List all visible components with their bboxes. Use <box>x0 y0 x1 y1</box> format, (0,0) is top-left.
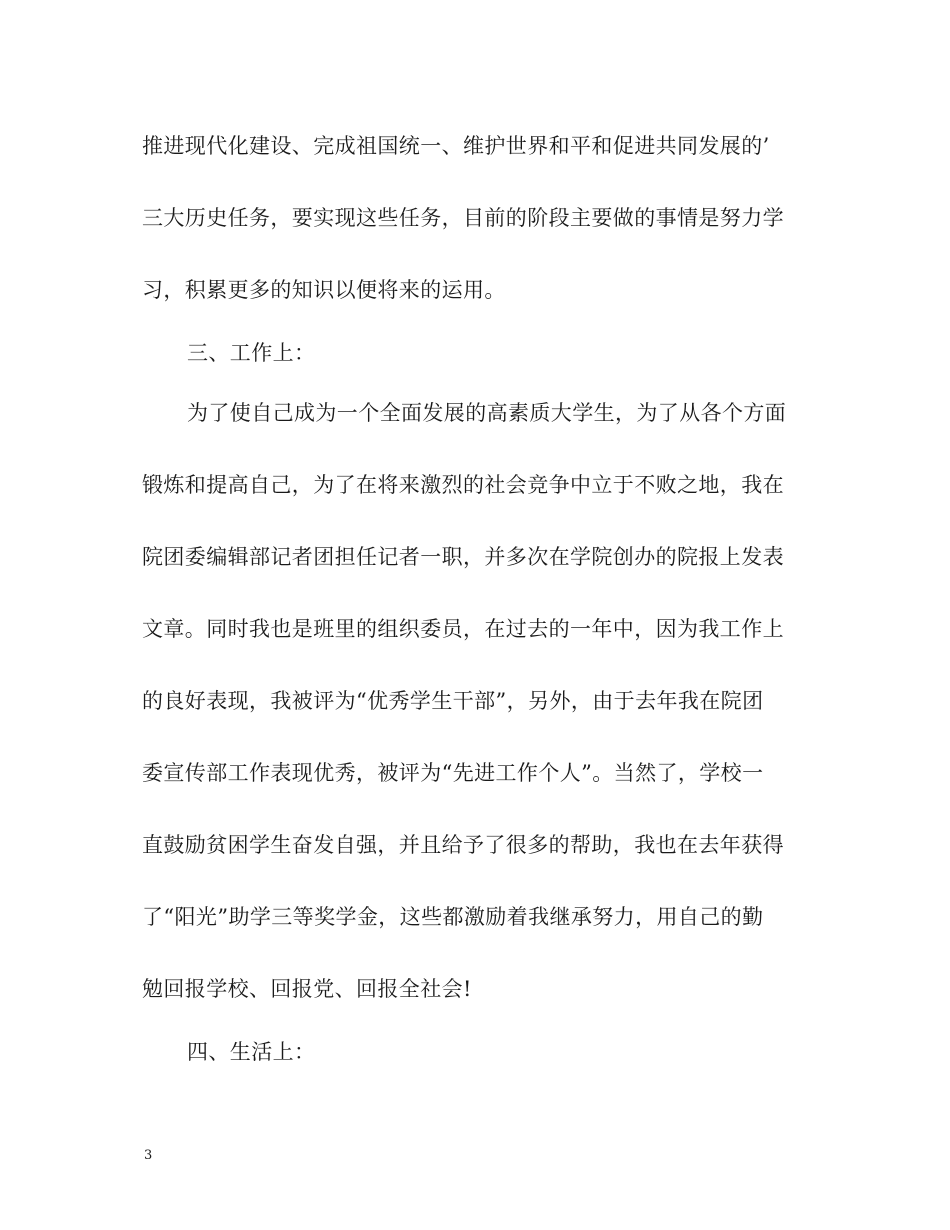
text-line: 推进现代化建设、完成祖国统一、维护世界和平和促进共同发展的’ <box>142 134 770 158</box>
text-line: 文章。同时我也是班里的组织委员，在过去的一年中，因为我工作上 <box>142 617 784 641</box>
text-line: 了“阳光”助学三等奖学金，这些都激励着我继承努力，用自己的勤 <box>142 905 764 929</box>
page-number: 3 <box>144 1148 153 1163</box>
text-line: 习，积累更多的知识以便将来的运用。 <box>142 278 506 302</box>
text-line: 锻炼和提高自己，为了在将来激烈的社会竞争中立于不败之地，我在 <box>142 473 784 497</box>
text-line: 委宣传部工作表现优秀，被评为“先进工作个人”。当然了，学校一 <box>142 761 764 785</box>
text-line: 直鼓励贫困学生奋发自强，并且给予了很多的帮助，我也在去年获得 <box>142 833 784 857</box>
section-heading-work: 三、工作上： <box>187 341 316 365</box>
text-line: 的良好表现，我被评为“优秀学生干部”，另外，由于去年我在院团 <box>142 689 764 713</box>
section-heading-life: 四、生活上： <box>187 1040 316 1064</box>
text-line: 为了使自己成为一个全面发展的高素质大学生，为了从各个方面 <box>187 401 787 425</box>
text-line: 三大历史任务，要实现这些任务，目前的阶段主要做的事情是努力学 <box>142 206 784 230</box>
text-line: 院团委编辑部记者团担任记者一职，并多次在学院创办的院报上发表 <box>142 545 784 569</box>
text-line: 勉回报学校、回报党、回报全社会! <box>142 977 472 1001</box>
